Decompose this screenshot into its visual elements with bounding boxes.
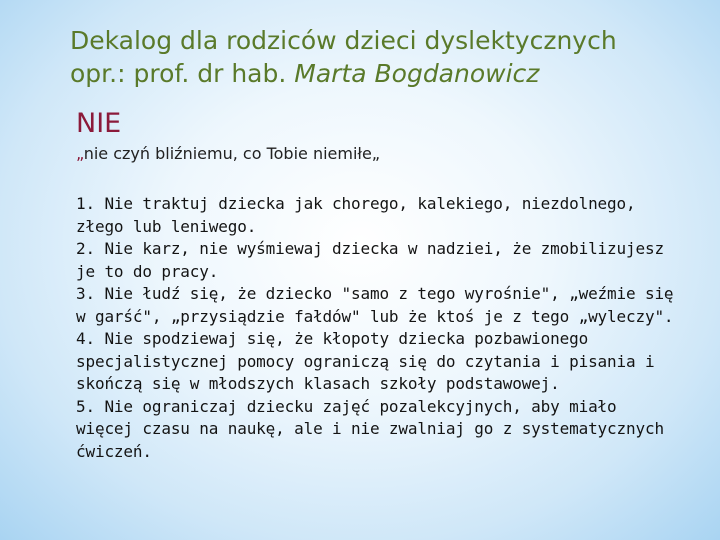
body-line: ćwiczeń.	[76, 441, 152, 461]
body-line: w garść", „przysiądzie fałdów" lub że ktoś je z tego „wyleczy".	[76, 306, 674, 326]
body-line: więcej czasu na naukę, ale i nie zwalniaj go z systematycznych	[76, 419, 664, 438]
subtitle-quote-mark: „	[76, 144, 84, 163]
title-line-1: Dekalog dla rodziców dzieci dyslektycznych	[70, 26, 617, 55]
title-author: Marta Bogdanowicz	[294, 59, 540, 88]
subtitle-quote	[76, 143, 380, 165]
body-line: 2. Nie karz, nie wyśmiewaj dziecka w nadziei, że zmobilizujesz	[76, 239, 664, 258]
body-line: specjalistycznej pomocy ograniczą się do czytania i pisania i	[76, 351, 655, 371]
slide-title	[70, 24, 690, 90]
body-line: je to do pracy.	[76, 261, 219, 281]
body-line: 3. Nie łudź się, że dziecko "samo z tego wyrośnie", „weźmie się	[76, 284, 674, 303]
title-line-2-prefix: opr.: prof. dr hab.	[70, 59, 295, 88]
body-line: 1. Nie traktuj dziecka jak chorego, kalekiego, niezdolnego,	[76, 194, 636, 213]
dekalog-list	[76, 193, 676, 463]
body-line: 5. Nie ograniczaj dziecku zajęć pozalekcyjnych, aby miało	[76, 396, 617, 416]
body-line: złego lub leniwego.	[76, 216, 257, 236]
body-line: 4. Nie spodziewaj się, że kłopoty dziecka pozbawionego	[76, 329, 589, 348]
body-line: skończą się w młodszych klasach szkoły podstawowej.	[76, 374, 560, 393]
subtitle-text: nie czyń bliźniemu, co Tobie niemiłe„	[83, 144, 381, 163]
section-heading: NIE	[76, 108, 122, 139]
